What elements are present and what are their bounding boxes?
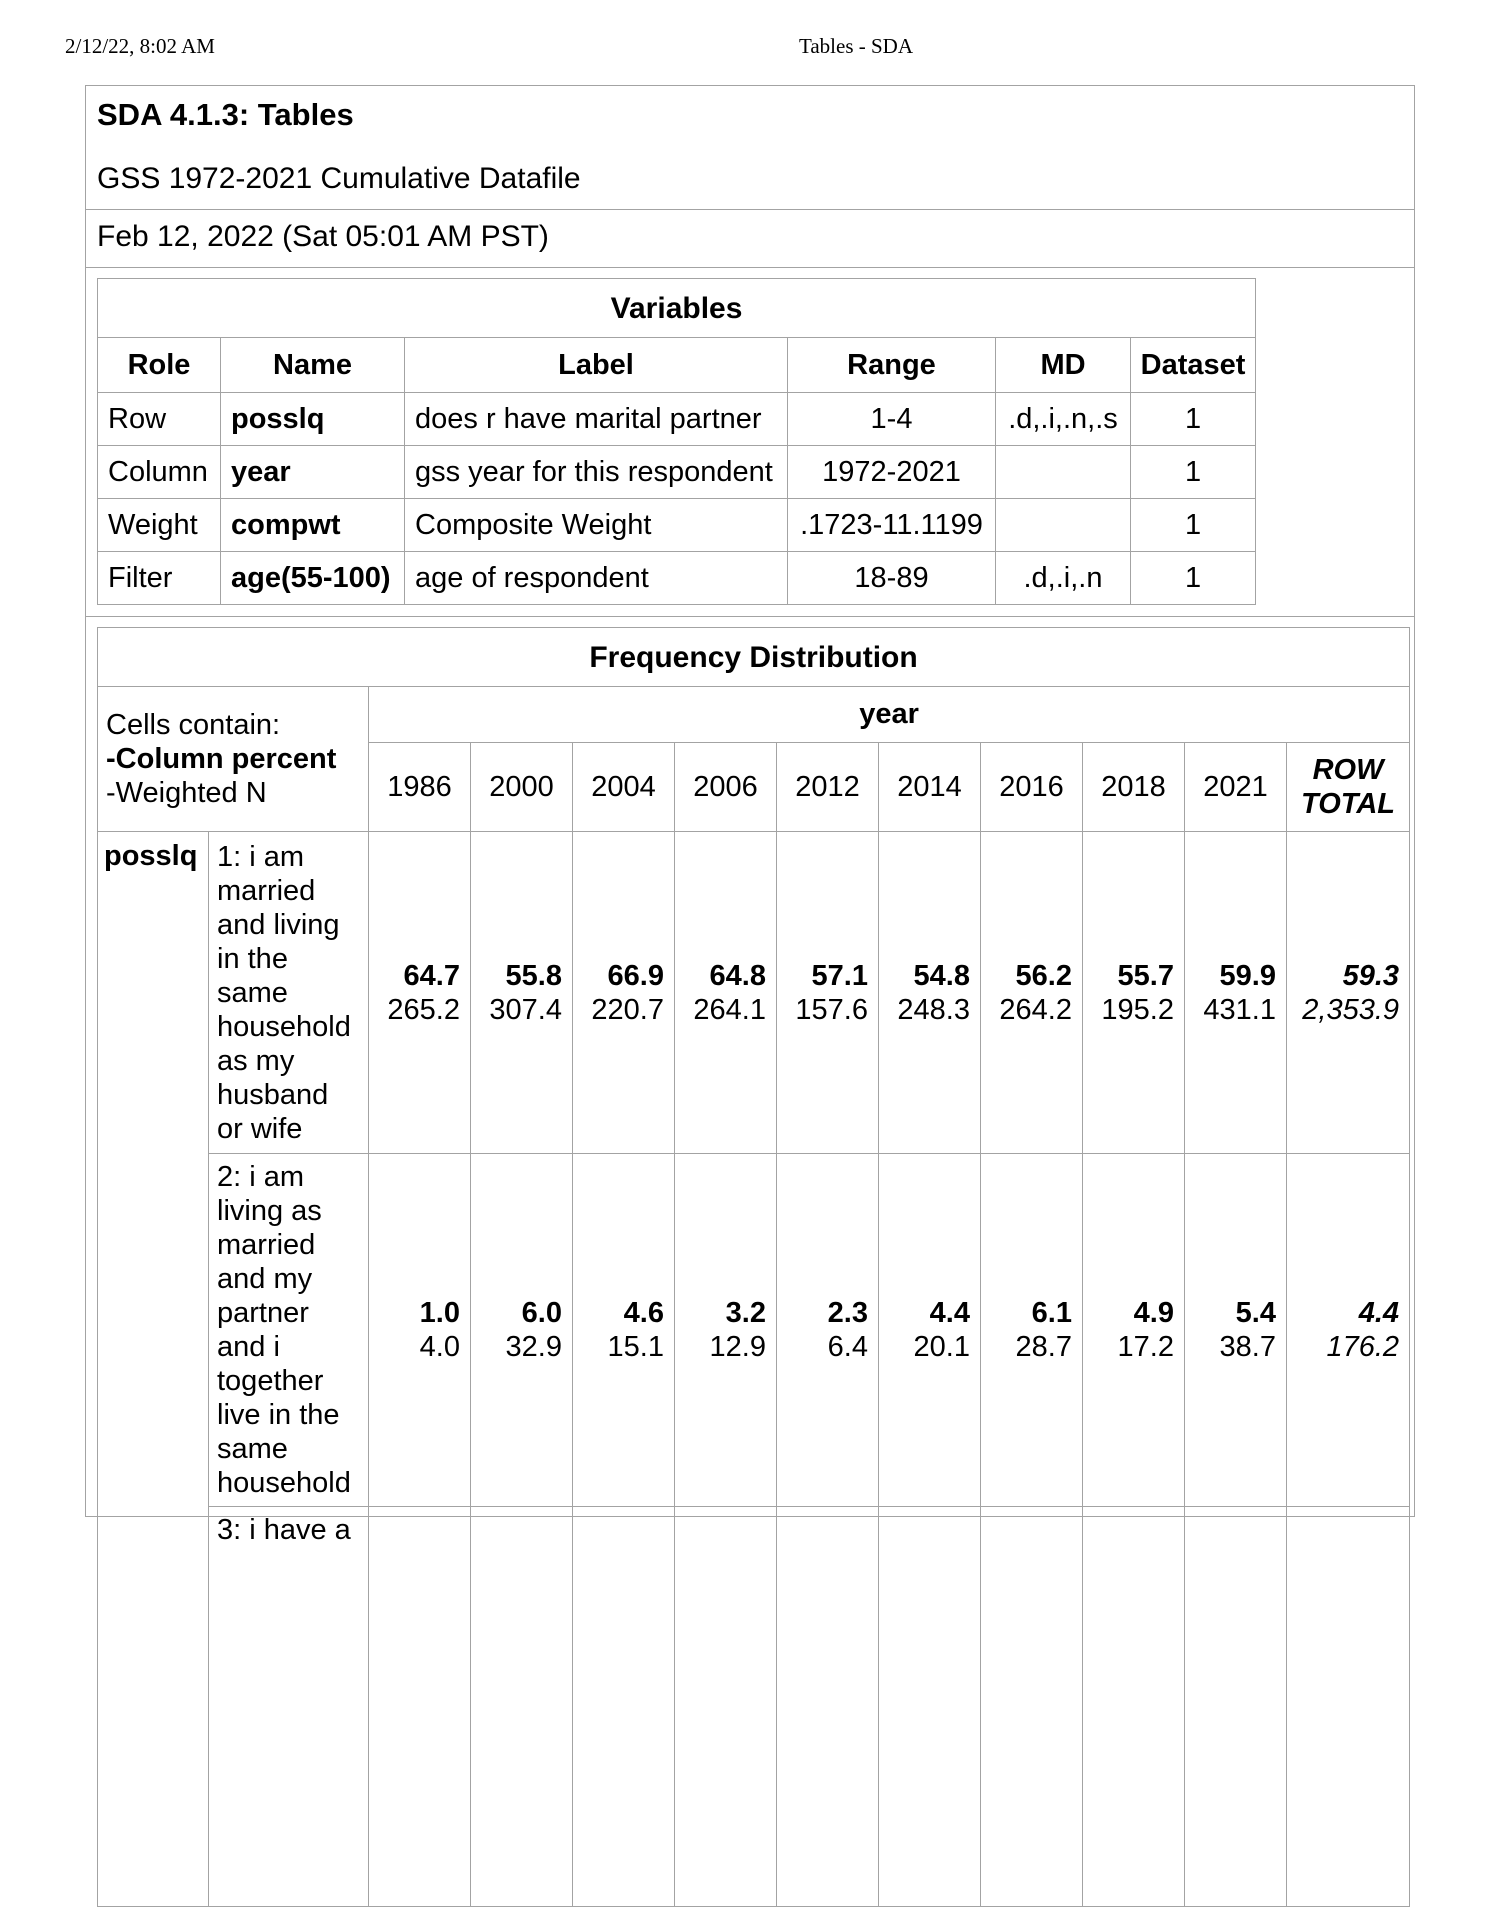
weighted-n: 195.2 <box>1101 993 1174 1026</box>
variables-cell-dataset: 1 <box>1131 552 1256 605</box>
variables-cell-md <box>996 446 1131 499</box>
report-container <box>85 85 1415 1546</box>
year-col-header: 2004 <box>573 743 675 832</box>
value-cell <box>573 832 675 1154</box>
year-col-header: 1986 <box>369 743 471 832</box>
year-col-header: 2016 <box>981 743 1083 832</box>
datafile-name: GSS 1972-2021 Cumulative Datafile <box>97 162 581 195</box>
variables-cell-role: Row <box>98 393 221 446</box>
value-cell <box>675 1507 777 1907</box>
variables-col-header-label: Label <box>405 338 788 393</box>
value-cell <box>573 1154 675 1507</box>
weighted-n: 20.1 <box>913 1331 970 1363</box>
row-total-cell <box>1287 1154 1410 1507</box>
column-percent: 6.0 <box>521 1297 562 1329</box>
column-percent: 54.8 <box>913 959 970 992</box>
variables-row <box>98 393 1256 446</box>
value-cell <box>573 1507 675 1907</box>
weighted-n: 15.1 <box>607 1331 664 1363</box>
column-percent: 55.8 <box>505 959 562 992</box>
row-total-cell <box>1287 832 1410 1154</box>
variables-cell-range: .1723-11.1199 <box>788 499 996 552</box>
column-percent: 4.6 <box>623 1297 664 1329</box>
row-variable-name: posslq <box>98 832 209 1907</box>
frequency-row <box>98 1507 1410 1907</box>
variables-title-row <box>98 279 1256 338</box>
frequency-section <box>86 617 1414 1917</box>
variables-cell-role: Filter <box>98 552 221 605</box>
weighted-n: 32.9 <box>505 1331 562 1363</box>
row-total-header-line: TOTAL <box>1301 788 1395 820</box>
row-total-header-line: ROW <box>1312 754 1384 786</box>
value-cell <box>369 1507 471 1907</box>
value-cell <box>471 1507 573 1907</box>
category-label: 1: i am married and living in the same household as my husband or wife <box>209 832 369 1154</box>
weighted-n: 6.4 <box>827 1331 868 1363</box>
page-title: SDA 4.1.3: Tables <box>97 97 354 132</box>
variables-cell-name: age(55-100) <box>221 552 405 605</box>
value-cell <box>981 1507 1083 1907</box>
weighted-n: 12.9 <box>709 1331 766 1363</box>
variables-row <box>98 552 1256 605</box>
variables-cell-range: 18-89 <box>788 552 996 605</box>
variables-header-row <box>98 338 1256 393</box>
column-percent: 64.7 <box>403 959 460 992</box>
value-cell <box>369 832 471 1154</box>
cells-contain-line: Cells contain: <box>106 709 281 741</box>
variables-table <box>97 278 1256 605</box>
variables-cell-label: gss year for this respondent <box>405 446 788 499</box>
category-label: 3: i have a <box>209 1507 369 1907</box>
value-cell <box>1083 1154 1185 1507</box>
weighted-n: 264.1 <box>693 993 766 1026</box>
frequency-title-row <box>98 628 1410 687</box>
variables-row <box>98 499 1256 552</box>
value-cell <box>879 1154 981 1507</box>
variables-cell-label: does r have marital partner <box>405 393 788 446</box>
variables-cell-dataset: 1 <box>1131 393 1256 446</box>
report-timestamp: Feb 12, 2022 (Sat 05:01 AM PST) <box>86 210 1414 268</box>
value-cell <box>777 1507 879 1907</box>
frequency-table <box>97 627 1410 1907</box>
value-cell <box>369 1154 471 1507</box>
column-percent: 2.3 <box>827 1297 868 1329</box>
column-percent: 66.9 <box>607 959 664 992</box>
cells-contain-note <box>98 687 369 832</box>
value-cell <box>879 832 981 1154</box>
weighted-n: 265.2 <box>387 993 460 1026</box>
year-col-header: 2018 <box>1083 743 1185 832</box>
variables-cell-name: year <box>221 446 405 499</box>
weighted-n: 220.7 <box>591 993 664 1026</box>
variables-cell-label: age of respondent <box>405 552 788 605</box>
variables-cell-role: Column <box>98 446 221 499</box>
weighted-n: 431.1 <box>1203 993 1276 1026</box>
frequency-row <box>98 832 1410 1154</box>
frequency-table-title: Frequency Distribution <box>98 628 1410 687</box>
value-cell <box>981 1154 1083 1507</box>
report-title-section <box>86 86 1414 210</box>
variables-row <box>98 446 1256 499</box>
year-col-header: 2021 <box>1185 743 1287 832</box>
weighted-n: 248.3 <box>897 993 970 1026</box>
value-cell <box>1185 1154 1287 1507</box>
variables-col-header-dataset: Dataset <box>1131 338 1256 393</box>
variables-col-header-name: Name <box>221 338 405 393</box>
year-col-header: 2014 <box>879 743 981 832</box>
row-total-percent: 4.4 <box>1358 1297 1400 1329</box>
value-cell <box>471 832 573 1154</box>
variables-cell-name: posslq <box>221 393 405 446</box>
value-cell <box>1083 1507 1185 1907</box>
category-label: 2: i am living as married and my partner and i together live in the same household <box>209 1154 369 1507</box>
weighted-n: 264.2 <box>999 993 1072 1026</box>
variables-cell-md: .d,.i,.n,.s <box>996 393 1131 446</box>
row-total-percent: 59.3 <box>1342 959 1400 992</box>
column-percent: 56.2 <box>1015 959 1072 992</box>
variables-cell-range: 1972-2021 <box>788 446 996 499</box>
value-cell <box>879 1507 981 1907</box>
weighted-n: 4.0 <box>419 1331 460 1363</box>
variables-col-header-role: Role <box>98 338 221 393</box>
column-variable-row <box>98 687 1410 743</box>
value-cell <box>675 1154 777 1507</box>
year-col-header: 2000 <box>471 743 573 832</box>
column-percent: 4.4 <box>929 1297 970 1329</box>
value-cell <box>1185 832 1287 1154</box>
value-cell <box>675 832 777 1154</box>
cells-contain-line: -Column percent <box>106 743 337 775</box>
row-total-weighted-n: 176.2 <box>1326 1331 1400 1363</box>
variables-section <box>86 268 1414 617</box>
variables-cell-md: .d,.i,.n <box>996 552 1131 605</box>
variables-cell-label: Composite Weight <box>405 499 788 552</box>
year-col-header: 2006 <box>675 743 777 832</box>
variables-cell-dataset: 1 <box>1131 499 1256 552</box>
column-percent: 59.9 <box>1219 959 1276 992</box>
column-variable-name: year <box>369 687 1410 743</box>
weighted-n: 28.7 <box>1015 1331 1072 1363</box>
column-percent: 4.9 <box>1133 1297 1174 1329</box>
column-percent: 5.4 <box>1235 1297 1276 1329</box>
variables-table-title: Variables <box>98 279 1256 338</box>
cells-contain-line: -Weighted N <box>106 777 267 809</box>
variables-col-header-md: MD <box>996 338 1131 393</box>
variables-cell-range: 1-4 <box>788 393 996 446</box>
value-cell <box>471 1154 573 1507</box>
value-cell <box>1287 1507 1410 1907</box>
variables-cell-dataset: 1 <box>1131 446 1256 499</box>
variables-cell-name: compwt <box>221 499 405 552</box>
column-percent: 57.1 <box>811 959 868 992</box>
column-percent: 64.8 <box>709 959 766 992</box>
variables-col-header-range: Range <box>788 338 996 393</box>
column-percent: 6.1 <box>1031 1297 1072 1329</box>
row-total-weighted-n: 2,353.9 <box>1302 993 1400 1026</box>
value-cell <box>777 1154 879 1507</box>
variables-cell-md <box>996 499 1131 552</box>
year-col-header: 2012 <box>777 743 879 832</box>
print-header-title: Tables - SDA <box>798 34 914 58</box>
column-percent: 3.2 <box>725 1297 766 1329</box>
print-header-datetime: 2/12/22, 8:02 AM <box>65 34 215 58</box>
value-cell <box>1083 832 1185 1154</box>
weighted-n: 17.2 <box>1117 1331 1174 1363</box>
column-percent: 55.7 <box>1117 959 1174 992</box>
weighted-n: 157.6 <box>795 993 868 1026</box>
value-cell <box>1185 1507 1287 1907</box>
weighted-n: 307.4 <box>489 993 562 1026</box>
column-percent: 1.0 <box>419 1297 460 1329</box>
frequency-row <box>98 1154 1410 1507</box>
value-cell <box>981 832 1083 1154</box>
weighted-n: 38.7 <box>1219 1331 1276 1363</box>
value-cell <box>777 832 879 1154</box>
row-total-header <box>1287 743 1410 832</box>
variables-cell-role: Weight <box>98 499 221 552</box>
